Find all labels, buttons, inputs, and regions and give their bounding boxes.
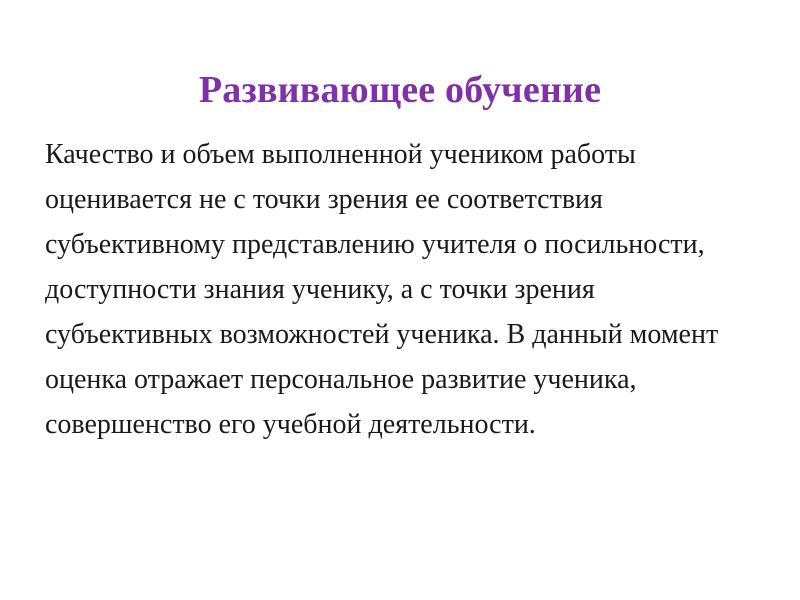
slide-body-text: Качество и объем выполненной учеником работы оценивается не с точки зрения ее соответствия субъективному представлению учителя о посильности, доступности знания ученику, а с точки зрения субъективных возможностей ученика. В данный момент оценка отражает персональное развитие ученика, совершенство его учебной деятельности. bbox=[45, 139, 726, 440]
page-title: Развивающее обучение bbox=[198, 69, 602, 112]
